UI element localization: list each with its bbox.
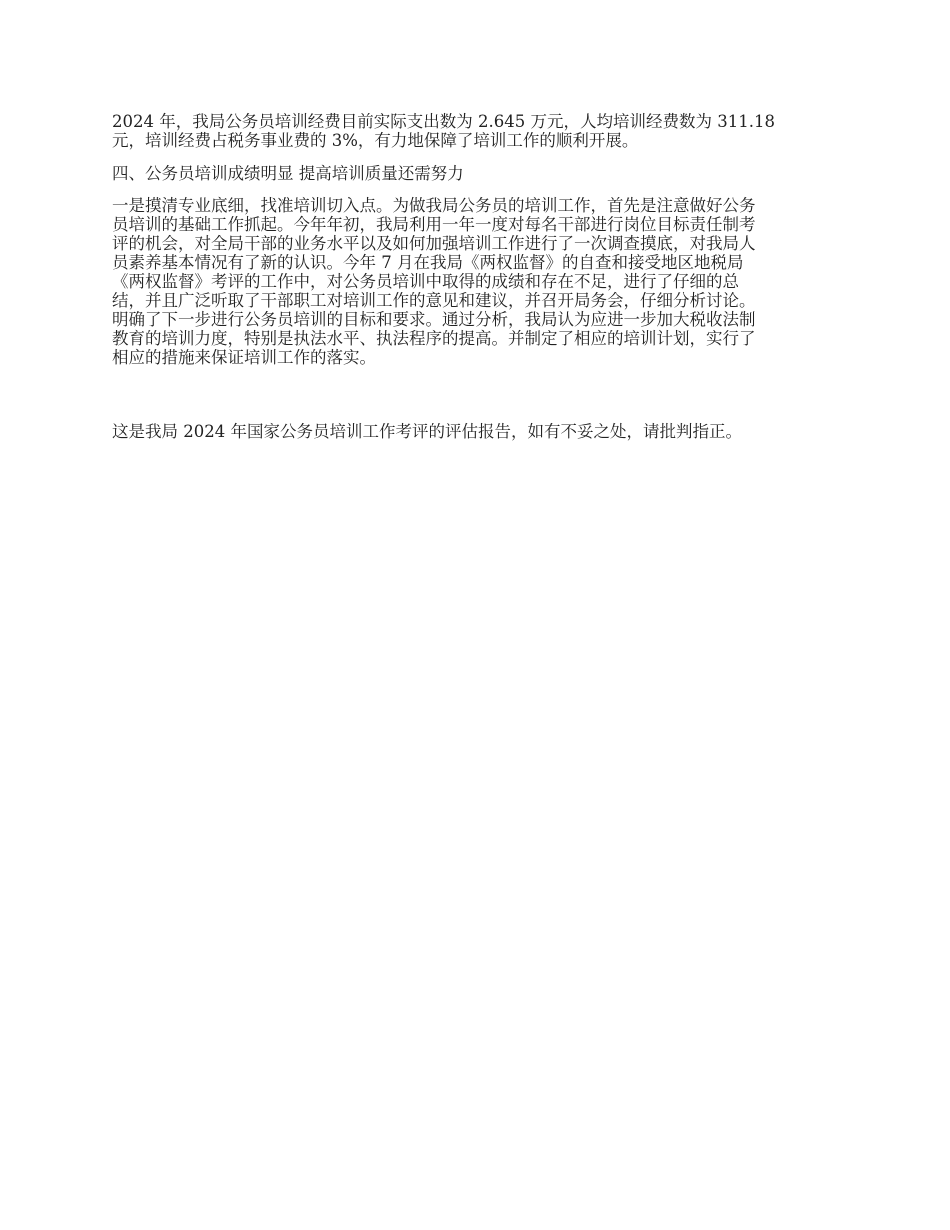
- closing-paragraph: 这是我局 2024 年国家公务员培训工作考评的评估报告，如有不妥之处，请批判指正。: [112, 422, 742, 441]
- training-paragraph: 一是摸清专业底细，找准培训切入点。为做我局公务员的培训工作，首先是注意做好公务 员培训的基础工作抓起。今年年初，我局利用一年一度对每名干部进行岗位目标责任制考 评的机会，对全局干部的业务水平以及如何加强培训工作进行了一次调查摸底，对我局人 员素养基本情况有了新的认识。今年 7 月在我局《两权监督》的自查和接受地区地税局 《两权监督》考评的工作中，对公务员培训中取得的成绩和存在不足，进行了仔细的总 结，并且广泛听取了干部职工对培训工作的意见和建议，并召开局务会，仔细分析讨论。 明确了下一步进行公务员培训的目标和要求。通过分析，我局认为应进一步加大税收法制 教育的培训力度，特别是执法水平、执法程序的提高。并制定了相应的培训计划，实行了 相应的措施来保证培训工作的落实。: [112, 196, 756, 367]
- section-heading: 四、公务员培训成绩明显 提高培训质量还需努力: [112, 164, 464, 183]
- funding-paragraph: 2024 年，我局公务员培训经费目前实际支出数为 2.645 万元，人均培训经费数为 311.18 元，培训经费占税务事业费的 3%，有力地保障了培训工作的顺利开展。: [112, 112, 775, 150]
- document-body: [112, 112, 840, 441]
